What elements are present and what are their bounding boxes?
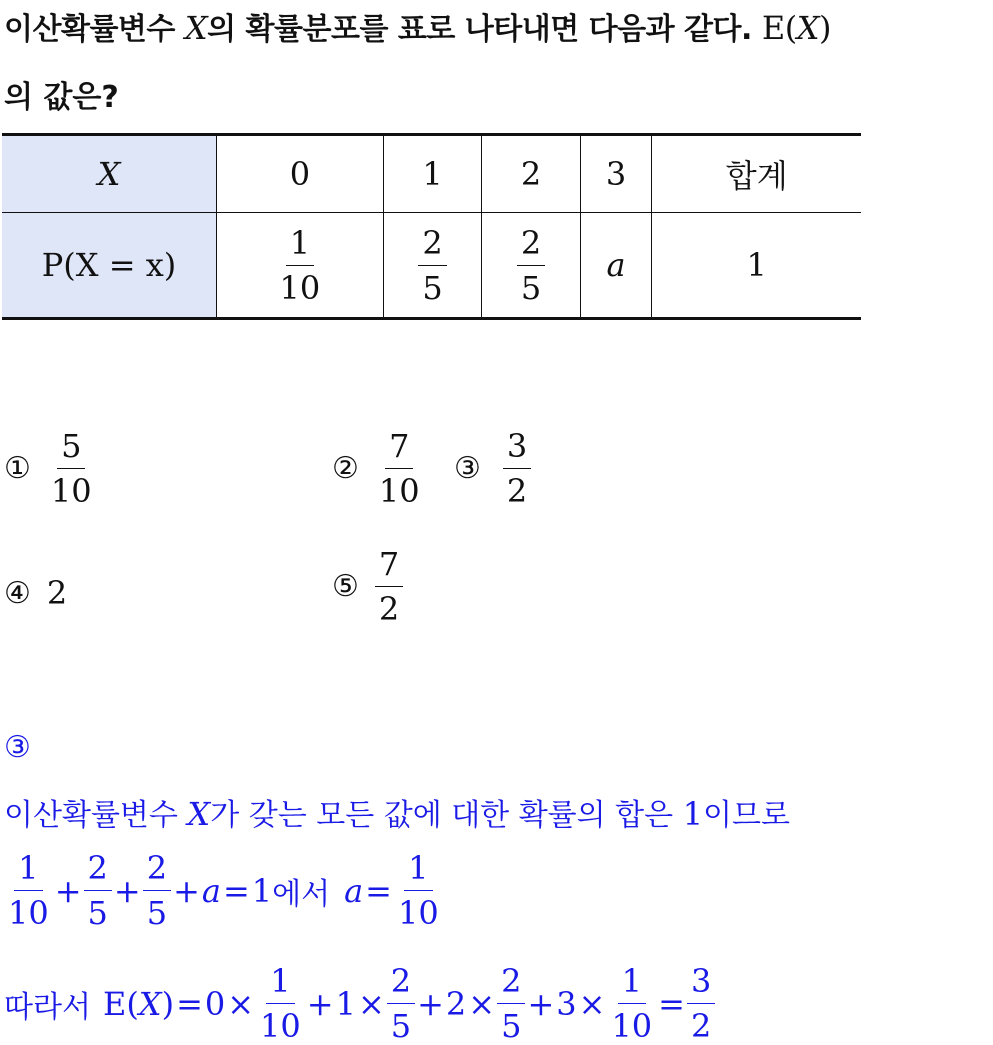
fraction: $\frac{2}{5}$ bbox=[387, 965, 415, 1042]
times-sign: × bbox=[578, 984, 606, 1023]
option-mark: ⑤ bbox=[332, 569, 359, 604]
question-var: X bbox=[184, 9, 208, 47]
fraction: $\frac{3}{2}$ bbox=[503, 430, 531, 507]
expectation-open: E( bbox=[761, 9, 797, 47]
question-suffix: 의 확률분포를 표로 나타내면 다음과 같다. bbox=[207, 12, 762, 47]
solution-text: 이산확률변수 bbox=[4, 798, 188, 833]
fraction: $\frac{7}{10}$ bbox=[378, 427, 420, 510]
expectation-close: ) bbox=[818, 9, 831, 47]
plus-sign: + bbox=[527, 984, 555, 1023]
expectation-var: X bbox=[796, 9, 819, 47]
plus-sign: + bbox=[173, 871, 200, 910]
fraction: $\frac{1}{10}$ bbox=[8, 849, 49, 932]
table-row bbox=[2, 213, 861, 319]
table-prob bbox=[383, 213, 481, 319]
probability-table bbox=[2, 133, 861, 320]
solution-number: 2 bbox=[445, 984, 467, 1023]
fraction: $\frac{2}{5}$ bbox=[143, 852, 171, 929]
plus-sign: + bbox=[306, 984, 334, 1023]
table-row bbox=[2, 135, 861, 213]
table-total-label: 합계 bbox=[652, 135, 861, 213]
table-value: 2 bbox=[482, 135, 580, 213]
table-value: 0 bbox=[217, 135, 384, 213]
variable-a: a bbox=[201, 871, 221, 910]
expectation-var: X bbox=[138, 984, 162, 1023]
fraction: $\frac{7}{2}$ bbox=[375, 548, 403, 625]
solution-number: 1 bbox=[335, 984, 356, 1023]
fraction: $\frac{2}{5}$ bbox=[497, 965, 525, 1042]
table-value: 1 bbox=[383, 135, 481, 213]
answer-mark: ③ bbox=[4, 730, 31, 765]
question-prefix: 이산확률변수 bbox=[4, 12, 185, 47]
solution-number: 3 bbox=[556, 984, 577, 1023]
expectation-open: E( bbox=[102, 984, 139, 1023]
plus-sign: + bbox=[54, 871, 82, 910]
option-mark: ④ bbox=[4, 575, 31, 611]
solution-line-1 bbox=[4, 790, 790, 834]
times-sign: × bbox=[227, 984, 255, 1023]
option-mark: ③ bbox=[454, 451, 481, 486]
question-line-1 bbox=[4, 4, 831, 48]
fraction: $\frac{2}{5}$ bbox=[517, 227, 545, 304]
solution-number: 1 bbox=[682, 795, 704, 833]
option-mark: ① bbox=[4, 451, 31, 486]
option-value: 2 bbox=[46, 574, 68, 612]
solution-text: 가 갖는 모든 값에 대한 확률의 합은 bbox=[210, 798, 683, 833]
variable-a: a bbox=[344, 871, 364, 910]
equals-sign: = bbox=[176, 984, 203, 1023]
option-1[interactable] bbox=[4, 427, 96, 510]
fraction: $\frac{1}{10}$ bbox=[397, 849, 439, 932]
option-4[interactable] bbox=[4, 574, 67, 612]
expectation-close: ) bbox=[161, 984, 175, 1023]
solution-var: X bbox=[187, 795, 211, 833]
fraction: $\frac{5}{10}$ bbox=[50, 427, 92, 510]
fraction: $\frac{3}{2}$ bbox=[687, 965, 715, 1042]
solution-text: 에서 bbox=[272, 876, 331, 912]
equals-sign: = bbox=[658, 984, 685, 1023]
plus-sign: + bbox=[113, 871, 141, 910]
equals-sign: = bbox=[365, 871, 392, 910]
table-prob-a: a bbox=[580, 213, 652, 319]
solution-text: 이므로 bbox=[703, 798, 790, 833]
option-mark: ② bbox=[332, 451, 359, 486]
times-sign: × bbox=[468, 984, 496, 1023]
table-value: 3 bbox=[580, 135, 652, 213]
times-sign: × bbox=[357, 984, 385, 1023]
fraction: $\frac{1}{10}$ bbox=[260, 962, 301, 1045]
equals-sign: = bbox=[222, 871, 250, 910]
option-5[interactable] bbox=[332, 545, 403, 628]
solution-equation-2 bbox=[4, 962, 715, 1045]
solution-number: 1 bbox=[251, 871, 273, 910]
fraction: $\frac{1}{10}$ bbox=[611, 962, 653, 1045]
solution-number: 0 bbox=[204, 984, 226, 1023]
table-row-label: P(X = x) bbox=[2, 213, 217, 319]
solution-equation-1 bbox=[4, 849, 443, 932]
question-line-2: 의 값은? bbox=[4, 80, 119, 115]
table-prob bbox=[482, 213, 580, 319]
table-prob bbox=[217, 213, 384, 319]
table-header-x: X bbox=[2, 135, 217, 213]
table-total-value: 1 bbox=[652, 213, 861, 319]
option-3[interactable] bbox=[454, 427, 531, 510]
option-2[interactable] bbox=[332, 427, 424, 510]
fraction: $\frac{1}{10}$ bbox=[279, 223, 321, 307]
fraction: $\frac{2}{5}$ bbox=[418, 227, 446, 304]
plus-sign: + bbox=[417, 984, 444, 1023]
fraction: $\frac{2}{5}$ bbox=[84, 852, 112, 929]
solution-text: 따라서 bbox=[4, 989, 91, 1025]
